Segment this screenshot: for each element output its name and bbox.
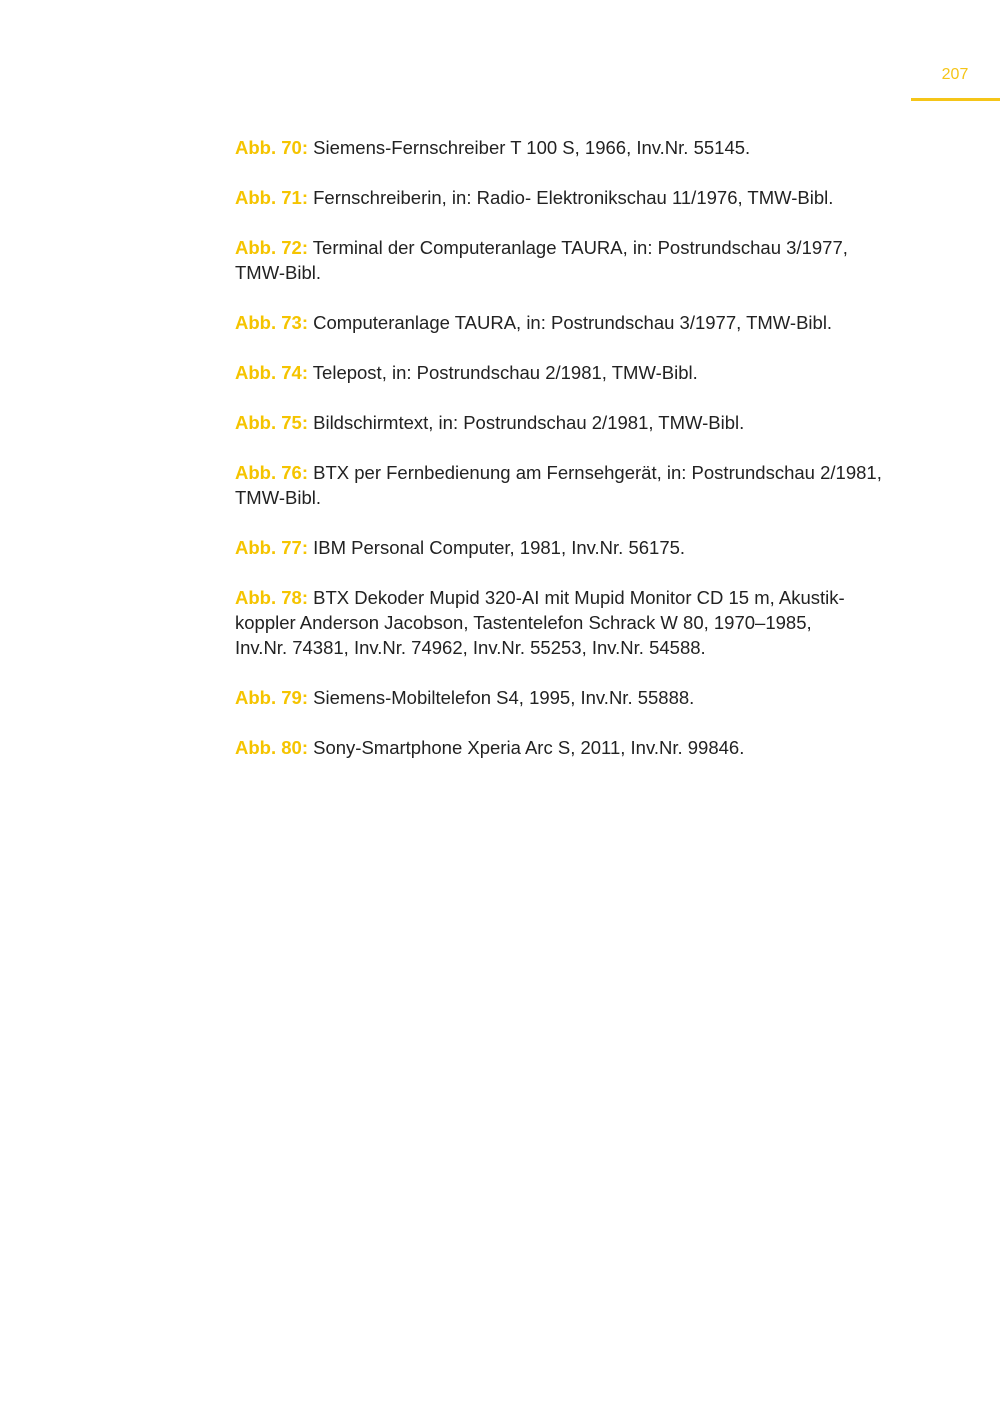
entry-line bbox=[235, 610, 935, 635]
entry-line bbox=[235, 735, 935, 760]
entry-line bbox=[235, 585, 935, 610]
figure-credit-entry bbox=[235, 535, 935, 560]
entry-text: TMW-Bibl. bbox=[235, 487, 321, 508]
entry-line bbox=[235, 310, 935, 335]
entry-text: Terminal der Computeranlage TAURA, in: Postrundschau 3/1977, bbox=[312, 237, 848, 258]
figure-label: Abb. 78: bbox=[235, 587, 308, 608]
entry-line bbox=[235, 460, 935, 485]
header-rule bbox=[911, 98, 1000, 101]
entry-text: Fernschreiberin, in: Radio- Elektronikschau 11/1976, TMW-Bibl. bbox=[313, 187, 834, 208]
entry-text: Sony-Smartphone Xperia Arc S, 2011, Inv.Nr. 99846. bbox=[313, 737, 745, 758]
entry-text: TMW-Bibl. bbox=[235, 262, 321, 283]
entry-line bbox=[235, 260, 935, 285]
entry-line bbox=[235, 635, 935, 660]
entry-text: BTX Dekoder Mupid 320-AI mit Mupid Monitor CD 15 m, Akustik- bbox=[313, 587, 845, 608]
entry-line bbox=[235, 535, 935, 560]
entry-line bbox=[235, 410, 935, 435]
figure-credit-entry bbox=[235, 360, 935, 385]
entry-line bbox=[235, 360, 935, 385]
figure-label: Abb. 71: bbox=[235, 187, 308, 208]
page-number: 207 bbox=[941, 66, 969, 83]
entry-line bbox=[235, 485, 935, 510]
entry-text: Telepost, in: Postrundschau 2/1981, TMW-Bibl. bbox=[312, 362, 698, 383]
entry-line bbox=[235, 185, 935, 210]
entry-text: Computeranlage TAURA, in: Postrundschau 3/1977, TMW-Bibl. bbox=[313, 312, 833, 333]
entry-text: koppler Anderson Jacobson, Tastentelefon Schrack W 80, 1970–1985, bbox=[235, 612, 812, 633]
figure-credit-entry bbox=[235, 735, 935, 760]
figure-label: Abb. 75: bbox=[235, 412, 308, 433]
figure-label: Abb. 80: bbox=[235, 737, 308, 758]
entry-text: Inv.Nr. 74381, Inv.Nr. 74962, Inv.Nr. 55253, Inv.Nr. 54588. bbox=[235, 637, 706, 658]
entry-text: BTX per Fernbedienung am Fernsehgerät, in: Postrundschau 2/1981, bbox=[313, 462, 882, 483]
entry-line bbox=[235, 135, 935, 160]
figure-label: Abb. 70: bbox=[235, 137, 308, 158]
figure-credit-entry bbox=[235, 410, 935, 435]
figure-credit-entry bbox=[235, 460, 935, 510]
figure-credits-list bbox=[235, 135, 935, 785]
figure-label: Abb. 73: bbox=[235, 312, 308, 333]
entry-text: Bildschirmtext, in: Postrundschau 2/1981, TMW-Bibl. bbox=[313, 412, 745, 433]
entry-text: Siemens-Fernschreiber T 100 S, 1966, Inv.Nr. 55145. bbox=[313, 137, 751, 158]
entry-text: Siemens-Mobiltelefon S4, 1995, Inv.Nr. 55888. bbox=[313, 687, 695, 708]
figure-credit-entry bbox=[235, 185, 935, 210]
figure-label: Abb. 72: bbox=[235, 237, 308, 258]
figure-label: Abb. 74: bbox=[235, 362, 308, 383]
figure-label: Abb. 79: bbox=[235, 687, 308, 708]
figure-credit-entry bbox=[235, 685, 935, 710]
figure-credit-entry bbox=[235, 235, 935, 285]
figure-credit-entry bbox=[235, 585, 935, 660]
entry-text: IBM Personal Computer, 1981, Inv.Nr. 56175. bbox=[313, 537, 686, 558]
figure-credit-entry bbox=[235, 135, 935, 160]
figure-label: Abb. 76: bbox=[235, 462, 308, 483]
figure-label: Abb. 77: bbox=[235, 537, 308, 558]
entry-line bbox=[235, 235, 935, 260]
entry-line bbox=[235, 685, 935, 710]
figure-credit-entry bbox=[235, 310, 935, 335]
